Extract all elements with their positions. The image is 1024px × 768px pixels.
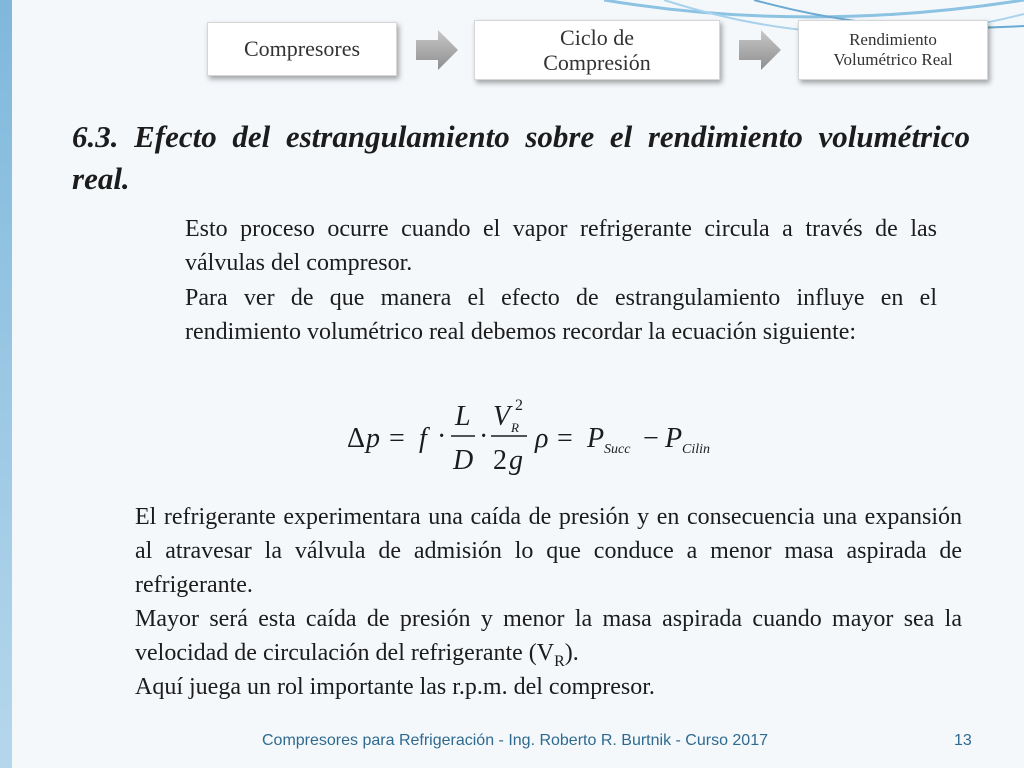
paragraph-4-subscript: R (554, 652, 565, 670)
eq-equals: = (557, 423, 573, 454)
arrow-right-icon (414, 28, 460, 72)
eq-V: V (493, 401, 511, 432)
footer-text: Compresores para Refrigeración - Ing. Roberto R. Burtnik - Curso 2017 (262, 732, 768, 749)
eq-sub-cilin: Cilin (682, 442, 711, 457)
arrow-right-icon (737, 28, 783, 72)
nav-step-rendimiento-volumetrico[interactable] (798, 20, 988, 80)
paragraph-5: Aquí juega un rol importante las r.p.m. del compresor. (135, 674, 655, 700)
nav-step-label: Rendimiento (849, 30, 937, 50)
eq-dot: · (479, 421, 489, 452)
nav-step-compresores[interactable] (207, 22, 397, 76)
pressure-drop-equation (345, 395, 745, 481)
paragraph-2: Para ver de que manera el efecto de estrangulamiento influye en el rendimiento volumétrico real debemos recordar la ecuación siguiente: (185, 285, 937, 345)
slide-title: 6.3. Efecto del estrangulamiento sobre el rendimiento volumétrico real. (72, 119, 970, 196)
page-number: 13 (954, 732, 972, 749)
eq-g: g (509, 445, 523, 476)
paragraph-4 (135, 602, 962, 679)
nav-step-label: Compresión (543, 50, 651, 75)
eq-sub-succ: Succ (604, 442, 631, 457)
eq-two: 2 (493, 445, 507, 476)
eq-minus: − (643, 423, 659, 454)
eq-D: D (453, 445, 474, 476)
eq-sub-R: R (511, 420, 519, 435)
eq-p: p (366, 423, 380, 454)
eq-P: P (665, 423, 683, 454)
nav-step-ciclo-compresion[interactable] (474, 20, 720, 80)
eq-rho: ρ (535, 423, 549, 454)
eq-exponent: 2 (515, 397, 523, 414)
nav-step-label: Volumétrico Real (833, 50, 953, 69)
eq-f: f (419, 423, 427, 454)
eq-delta: Δ (347, 423, 366, 454)
paragraph-4-text: Mayor será esta caída de presión y menor la masa aspirada cuando mayor sea la velocidad de circulación del refrigerante (V (135, 606, 962, 666)
nav-step-label: Compresores (243, 36, 361, 62)
eq-L: L (455, 401, 471, 432)
nav-step-label: Ciclo de (560, 24, 634, 50)
eq-equals: = (389, 423, 405, 454)
eq-P: P (587, 423, 605, 454)
eq-dot: · (437, 421, 447, 452)
left-accent-bar (0, 0, 12, 768)
paragraph-3: El refrigerante experimentara una caída de presión y en consecuencia una expansión al atravesar la válvula de admisión lo que conduce a menor masa aspirada de refrigerante. (135, 504, 962, 598)
paragraph-4-end: ). (564, 640, 579, 666)
paragraph-1: Esto proceso ocurre cuando el vapor refrigerante circula a través de las válvulas del compresor. (185, 216, 937, 276)
